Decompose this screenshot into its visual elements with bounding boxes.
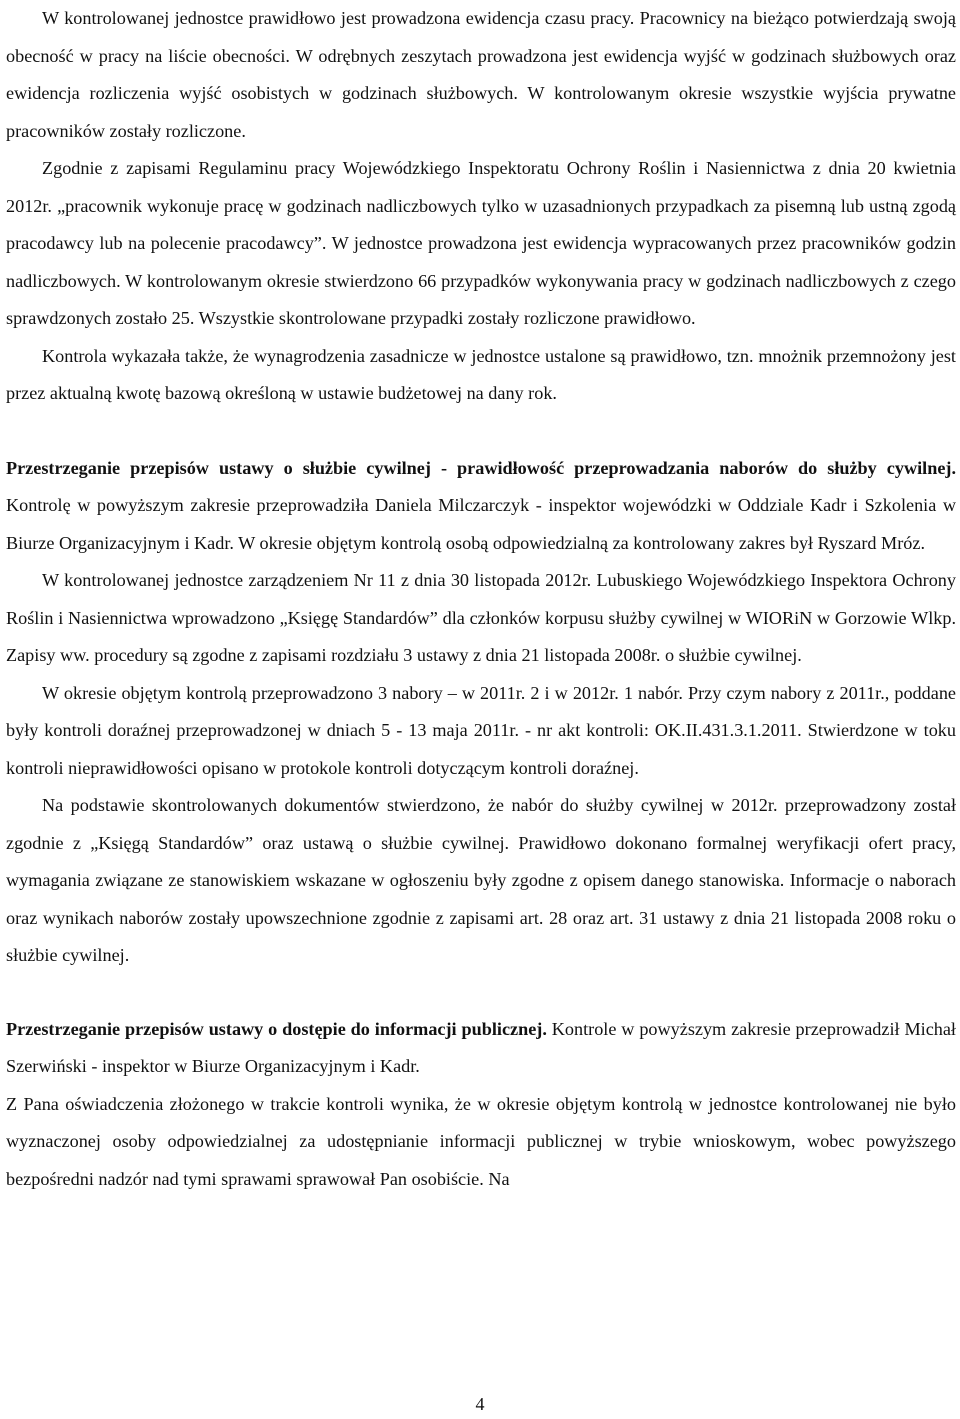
section-intro-public-information: Kontrole w powyższym zakresie przeprowadził Michał Szerwiński - inspektor w Biurze Organizacyjnym i Kadr. [6,1018,956,1076]
section-public-information [6,1011,956,1086]
section-intro-civil-service: Kontrolę w powyższym zakresie przeprowadziła Daniela Milczarczyk - inspektor wojewódzki w Oddziale Kadr i Szkolenia w Biurze Organizacyjnym i Kadr. W okresie objętym kontrolą osobą odpowiedzialną za kontrolowany zakres był Ryszard Mróz. [6,495,956,553]
document-page [6,0,956,1198]
paragraph-overtime: Zgodnie z zapisami Regulaminu pracy Wojewódzkiego Inspektoratu Ochrony Roślin i Nasiennictwa z dnia 20 kwietnia 2012r. „pracownik wykonuje pracę w godzinach nadliczbowych tylko w uzasadnionych przypadkach za pisemną lub ustną zgodą pracodawcy lub na polecenie pracodawcy”. W jednostce prowadzona jest ewidencja wypracowanych przez pracowników godzin nadliczbowych. W kontrolowanym okresie stwierdzono 66 przypadków wykonywania pracy w godzinach nadliczbowych z czego sprawdzonych zostało 25. Wszystkie skontrolowane przypadki zostały rozliczone prawidłowo. [6,158,956,328]
paragraph-recruitments: W okresie objętym kontrolą przeprowadzono 3 nabory – w 2011r. 2 i w 2012r. 1 nabór. Przy czym nabory z 2011r., poddane były kontroli doraźnej przeprowadzonej w dniach 5 - 13 maja 2011r. - nr akt kontroli: OK.II.431.3.1.2011. Stwierdzone w toku kontroli nieprawidłowości opisano w protokole kontroli dotyczącym kontroli doraźnej. [6,682,956,778]
section-heading-public-information: Przestrzeganie przepisów ustawy o dostępie do informacji publicznej. [6,1018,547,1039]
section-heading-civil-service: Przestrzeganie przepisów ustawy o służbie cywilnej - prawidłowość przeprowadzania naborów do służby cywilnej. [6,457,956,478]
paragraph-salaries: Kontrola wykazała także, że wynagrodzenia zasadnicze w jednostce ustalone są prawidłowo, tzn. mnożnik przemnożony jest przez aktualną kwotę bazową określoną w ustawie budżetowej na dany rok. [6,345,956,403]
paragraph-statement: Z Pana oświadczenia złożonego w trakcie kontroli wynika, że w okresie objętym kontrolą w jednostce kontrolowanej nie było wyznaczonej osoby odpowiedzialnej za udostępnianie informacji publicznej w trybie wnioskowym, wobec powyższego bezpośredni nadzór nad tymi sprawami sprawował Pan osobiście. Na [6,1093,956,1189]
paragraph-time-records: W kontrolowanej jednostce prawidłowo jest prowadzona ewidencja czasu pracy. Pracownicy na bieżąco potwierdzają swoją obecność w pracy na liście obecności. W odrębnych zeszytach prowadzona jest ewidencja wyjść w godzinach służbowych oraz ewidencja rozliczenia wyjść osobistych w godzinach służbowych. W kontrolowanym okresie wszystkie wyjścia prywatne pracowników zostały rozliczone. [6,8,956,141]
section-gap [6,413,956,450]
paragraph-recruitment-findings: Na podstawie skontrolowanych dokumentów stwierdzono, że nabór do służby cywilnej w 2012r. przeprowadzony został zgodnie z „Księgą Standardów” oraz ustawą o służbie cywilnej. Prawidłowo dokonano formalnej weryfikacji ofert pracy, wymagania związane ze stanowiskiem wskazane w ogłoszeniu były zgodne z opisem danego stanowiska. Informacje o naborach oraz wynikach naborów zostały upowszechnione zgodnie z zapisami art. 28 oraz art. 31 ustawy z dnia 21 listopada 2008 roku o służbie cywilnej. [6,795,956,965]
section-gap [6,975,956,1011]
section-civil-service [6,450,956,563]
page-number: 4 [475,1394,485,1414]
paragraph-book-of-standards: W kontrolowanej jednostce zarządzeniem Nr 11 z dnia 30 listopada 2012r. Lubuskiego Wojewódzkiego Inspektora Ochrony Roślin i Nasiennictwa wprowadzono „Księgę Standardów” dla członków korpusu służby cywilnej w WIORiN w Gorzowie Wlkp. Zapisy ww. procedury są zgodne z zapisami rozdziału 3 ustawy z dnia 21 listopada 2008r. o służbie cywilnej. [6,570,956,665]
